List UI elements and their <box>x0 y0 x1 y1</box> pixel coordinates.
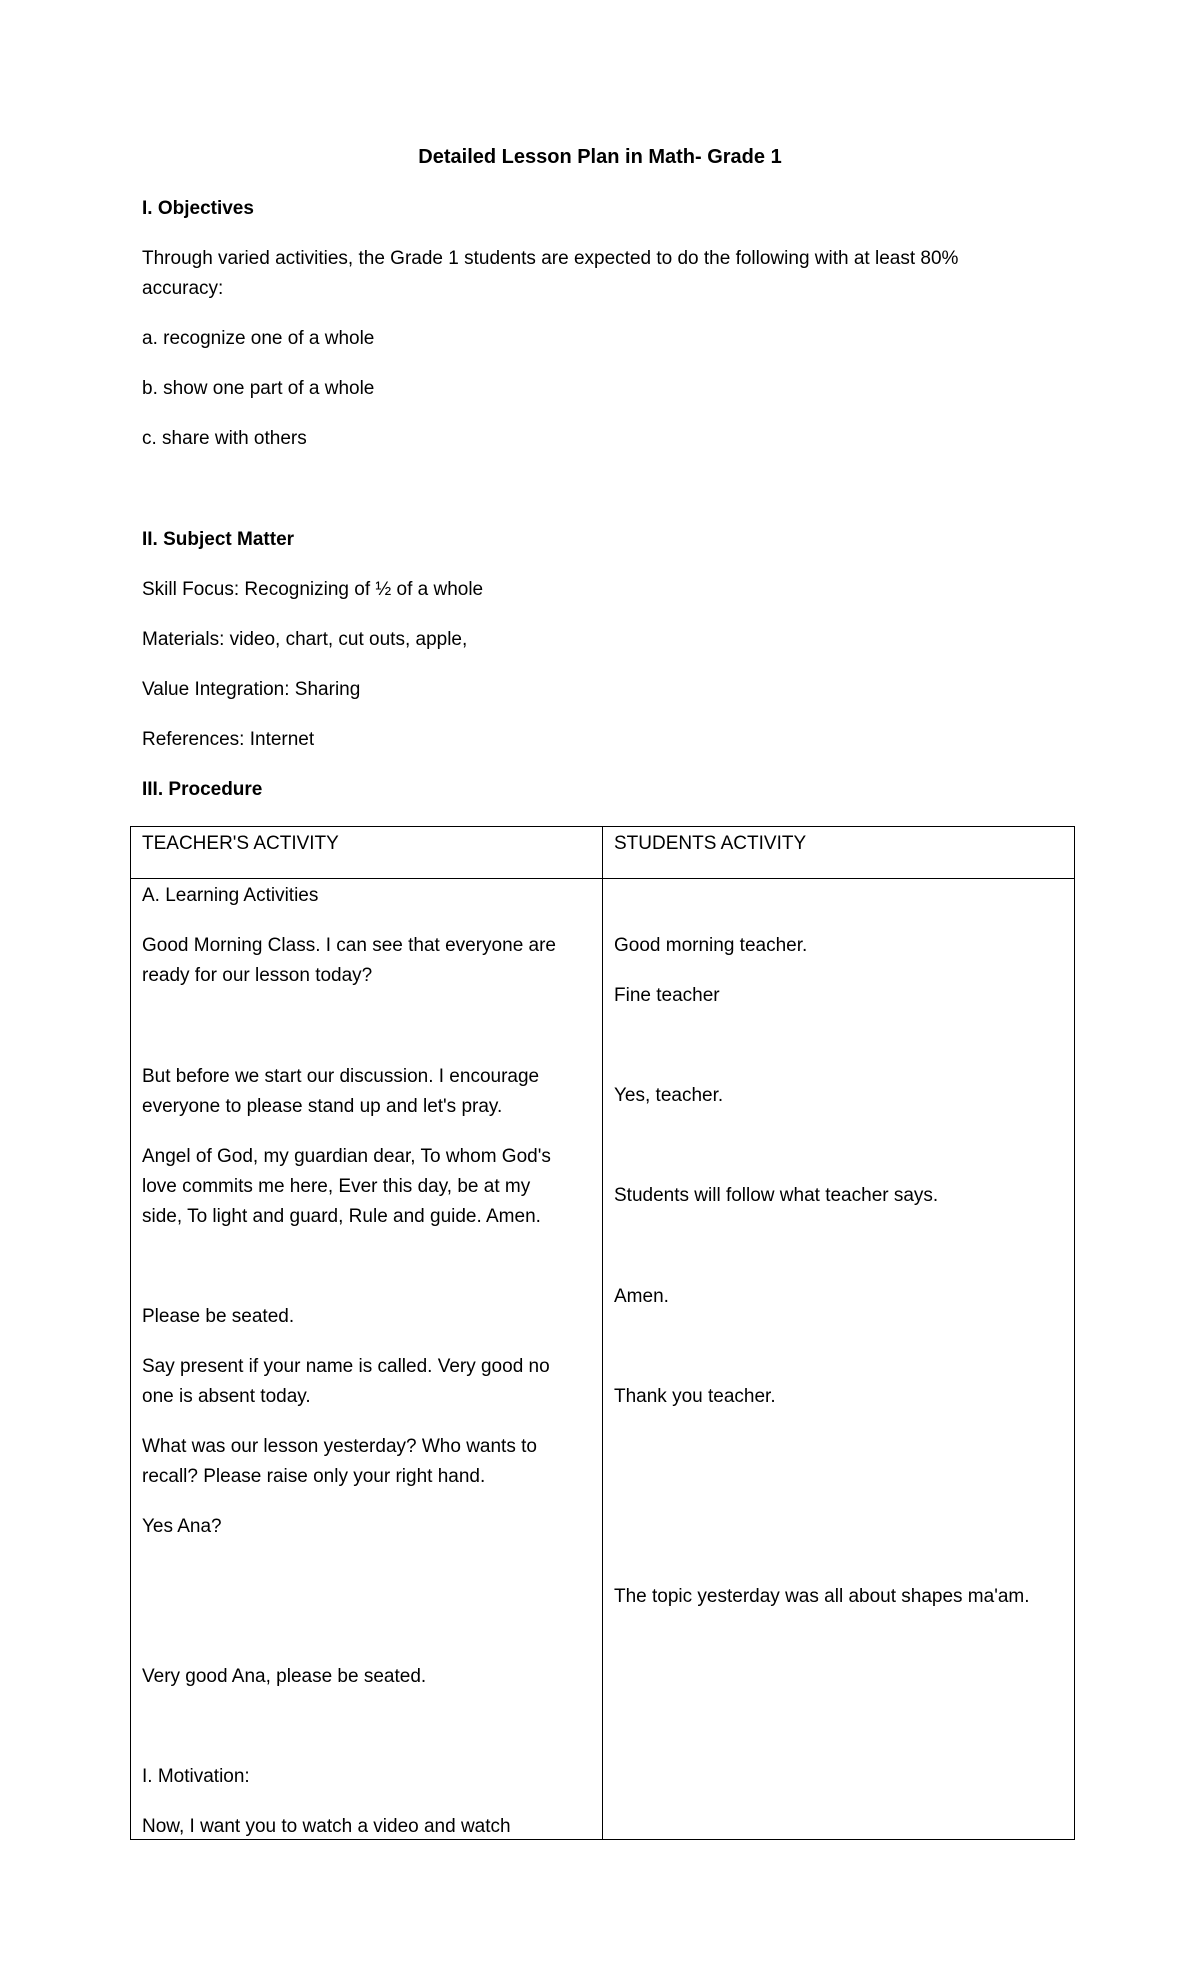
procedure-table <box>130 826 1075 1840</box>
prayer-line-1: Angel of God, my guardian dear, To whom God's <box>142 1146 551 1167</box>
student-thank-you: Thank you teacher. <box>614 1386 776 1407</box>
teacher-greeting-line-1: Good Morning Class. I can see that everyone are <box>142 935 557 956</box>
students-activity-header: STUDENTS ACTIVITY <box>614 833 807 854</box>
teacher-attendance-line-1: Say present if your name is called. Very good no <box>142 1356 550 1377</box>
teacher-recall-line-1: What was our lesson yesterday? Who wants to <box>142 1436 537 1457</box>
value-integration: Value Integration: Sharing <box>142 679 361 700</box>
motivation-label: I. Motivation: <box>142 1766 250 1787</box>
student-topic-answer: The topic yesterday was all about shapes ma'am. <box>614 1586 1030 1607</box>
objectives-heading: I. Objectives <box>142 198 254 219</box>
teacher-prayer-intro-line-1: But before we start our discussion. I encourage <box>142 1066 540 1087</box>
student-amen: Amen. <box>614 1286 669 1307</box>
table-header-cell <box>131 827 603 879</box>
document-title: Detailed Lesson Plan in Math- Grade 1 <box>418 146 782 168</box>
objectives-intro-line-1: Through varied activities, the Grade 1 students are expected to do the following with at least 80% <box>142 248 959 269</box>
prayer-line-2: love commits me here, Ever this day, be at my <box>142 1176 531 1197</box>
objective-item-a: a. recognize one of a whole <box>142 328 375 349</box>
table-row <box>131 879 1075 1840</box>
teacher-please-seated: Please be seated. <box>142 1306 295 1327</box>
table-header-row <box>131 827 1075 879</box>
prayer-line-3: side, To light and guard, Rule and guide. Amen. <box>142 1206 541 1227</box>
objective-item-c: c. share with others <box>142 428 307 449</box>
subject-matter-heading: II. Subject Matter <box>142 529 295 550</box>
student-follow-teacher: Students will follow what teacher says. <box>614 1185 939 1206</box>
teacher-yes-ana: Yes Ana? <box>142 1516 222 1537</box>
teacher-greeting-line-2: ready for our lesson today? <box>142 965 373 986</box>
teacher-activity-header: TEACHER'S ACTIVITY <box>142 833 339 854</box>
objectives-intro-line-2: accuracy: <box>142 278 224 299</box>
teacher-prayer-intro-line-2: everyone to please stand up and let's pray. <box>142 1096 503 1117</box>
skill-focus: Skill Focus: Recognizing of ½ of a whole <box>142 579 484 600</box>
student-good-morning: Good morning teacher. <box>614 935 808 956</box>
materials: Materials: video, chart, cut outs, apple, <box>142 629 468 650</box>
references: References: Internet <box>142 729 315 750</box>
objective-item-b: b. show one part of a whole <box>142 378 375 399</box>
teacher-recall-line-2: recall? Please raise only your right hand. <box>142 1466 486 1487</box>
teacher-very-good: Very good Ana, please be seated. <box>142 1666 427 1687</box>
learning-activities-label: A. Learning Activities <box>142 885 319 906</box>
table-header-cell <box>603 827 1075 879</box>
procedure-heading: III. Procedure <box>142 779 263 800</box>
student-yes-teacher: Yes, teacher. <box>614 1085 724 1106</box>
teacher-attendance-line-2: one is absent today. <box>142 1386 311 1407</box>
teacher-video-instruction: Now, I want you to watch a video and watch <box>142 1816 511 1837</box>
student-fine-teacher: Fine teacher <box>614 985 720 1006</box>
students-activity-cell <box>603 879 1075 1840</box>
teacher-activity-cell <box>131 879 603 1840</box>
